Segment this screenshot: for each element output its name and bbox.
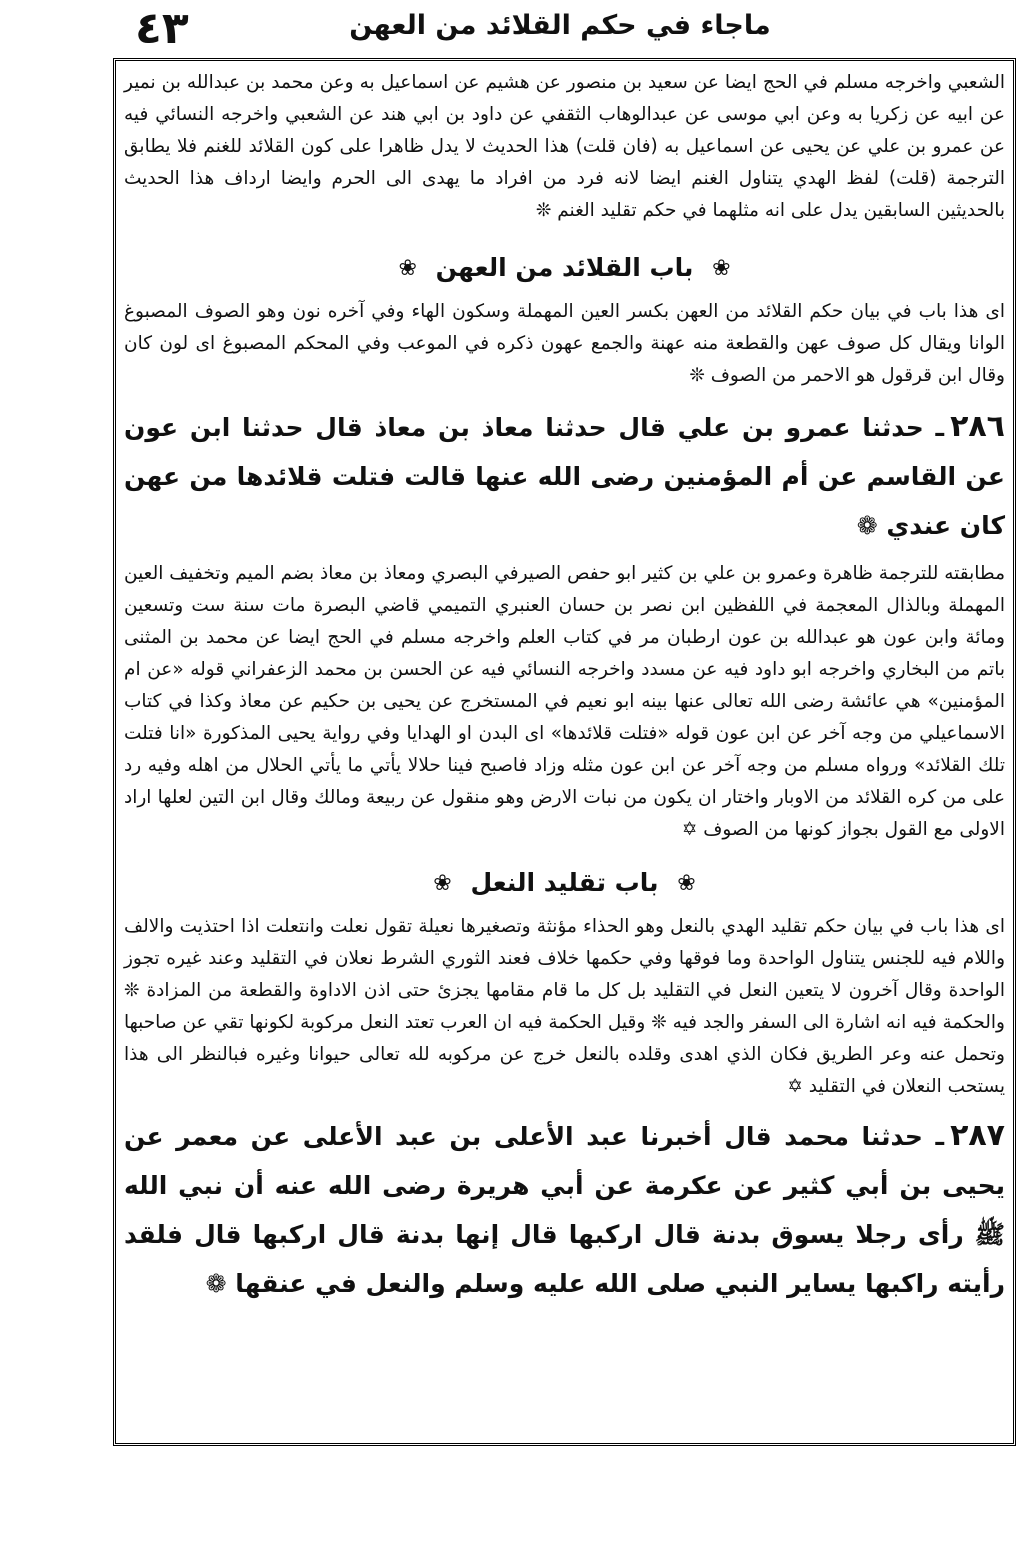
section-heading-text: باب القلائد من العهن bbox=[435, 253, 694, 282]
page-frame bbox=[113, 58, 1016, 1446]
hadith-block: ٢٨٧ـ حدثنا محمد قال أخبرنا عبد الأعلى بن عبد الأعلى عن معمر عن يحيى بن أبي كثير عن عكرمة عن أبي هريرة رضى الله عنه أن نبي الله ﷺ رأى رجلا يسوق بدنة قال اركبها قال إنها بدنة قال اركبها قال فلقد رأيته راكبها يساير النبي صلى الله عليه وسلم والنعل في عنقها ❁ bbox=[124, 1118, 1005, 1298]
intro-paragraph: الشعبي واخرجه مسلم في الحج ايضا عن سعيد بن منصور عن هشيم عن اسماعيل به وعن محمد بن عبدالله بن نمير عن ابيه عن زكريا به وعن ابي موسى عن عبدالوهاب الثقفي عن داود بن ابي هند عن الشعبي واخرجه النسائي فيه عن عمرو بن علي عن يحيى عن اسماعيل به (فان قلت) هذا الحديث لا يدل ظاهرا على كون القلائد للغنم فلا يطابق الترجمة (قلت) لفظ الهدي يتناول الغنم ايضا لانه فرد من افراد ما يهدى الى الحرم وايضا ارداف هذا الحديث بالحديثين السابقين يدل على انه مثلهما في حكم تقليد الغنم ❊ bbox=[124, 72, 1005, 221]
hadith-block: ٢٨٦ـ حدثنا عمرو بن علي قال حدثنا معاذ بن معاذ قال حدثنا ابن عون عن القاسم عن أم المؤمنين رضى الله عنها قالت فتلت قلائدها من عهن كان عندي ❁ bbox=[124, 409, 1005, 540]
hadith-text: حدثنا محمد قال أخبرنا عبد الأعلى بن عبد الأعلى عن معمر عن يحيى بن أبي كثير عن عكرمة عن أبي هريرة رضى الله عنه أن نبي الله ﷺ رأى رجلا يسوق بدنة قال اركبها قال إنها بدنة قال اركبها قال فلقد رأيته راكبها يساير النبي صلى الله عليه وسلم والنعل في عنقها ❁ bbox=[124, 1122, 1005, 1298]
hadith-number: ٢٨٧ bbox=[950, 1118, 1005, 1153]
running-title: ماجاء في حكم القلائد من العهن bbox=[349, 10, 771, 41]
hadith-text: حدثنا عمرو بن علي قال حدثنا معاذ بن معاذ قال حدثنا ابن عون عن القاسم عن أم المؤمنين رضى الله عنها قالت فتلت قلائدها من عهن كان عندي ❁ bbox=[124, 413, 1005, 540]
ornament-icon: ❀ bbox=[398, 256, 417, 281]
commentary-paragraph: مطابقته للترجمة ظاهرة وعمرو بن علي بن كثير ابو حفص الصيرفي البصري ومعاذ بن معاذ بضم الميم وتخفيف العين المهملة وبالذال المعجمة في اللفظين ابن نصر بن حسان العنبري التميمي قاضي البصرة مات سنة ست وتسعين ومائة وابن عون هو عبدالله بن عون ارطبان مر في كتاب العلم واخرجه مسلم في الحج ايضا عن محمد بن المثنى باتم من البخاري واخرجه ابو داود فيه عن مسدد واخرجه النسائي فيه عن الحسن بن محمد الزعفراني قوله «عن ام المؤمنين» هي عائشة رضى الله تعالى عنها بينه ابو نعيم في المستخرج عن يحيى بن حكيم عن معاذ وكذا في كتاب الاسماعيلي من وجه آخر عن ابن عون قوله «فتلت قلائدها» اى البدن او الهدايا وفي رواية يحيى المذكورة «انا فتلت تلك القلائد» ورواه مسلم من وجه آخر عن ابن عون مثله وزاد فاصبح فينا حلالا يأتي ما يأتي الحلال من اهله وفيه رد على من كره القلائد من الاوبار واختار ان يكون من نبات الارض وهو منقول عن ربيعة ومالك وقال ابن التين لعلها اراد الاولى مع القول بجواز كونها من الصوف ✡ bbox=[124, 563, 1005, 840]
section-explanation: اى هذا باب في بيان حكم تقليد الهدي بالنعل وهو الحذاء مؤنثة وتصغيرها نعيلة تقول نعلت وانتعلت اذا احتذيت والالف واللام فيه للجنس يتناول الواحدة وما فوقها وفي حكمها خلاف فعند الثوري الشرط نعلان في التقليد وعند غيره تجوز الواحدة وقال آخرون لا يتعين النعل في التقليد بل كل ما قام مقامها يجزئ حتى اذن الاداوة والقطعة من المزادة ❊ والحكمة فيه انه اشارة الى السفر والجد فيه ❊ وقيل الحكمة فيه ان العرب تعتد النعل مركوبة لكونها تقي عن صاحبها وتحمل عنه وعر الطريق فكان الذي اهدى وقلده بالنعل خرج عن مركوبه لله تعالى حيوانا وغيره فبالنظر الى هذا يستحب النعلان في التقليد ✡ bbox=[124, 916, 1005, 1097]
section-explanation: اى هذا باب في بيان حكم القلائد من العهن بكسر العين المهملة وسكون الهاء وفي آخره نون وهو الصوف المصبوغ الوانا ويقال كل صوف عهن والقطعة منه عهنة والجمع عهون ذكره في الموعب وفي المحكم المصبوغ اى لون كان وقال ابن قرقول هو الاحمر من الصوف ❊ bbox=[124, 301, 1005, 386]
ornament-icon: ❀ bbox=[712, 256, 731, 281]
ornament-icon: ❀ bbox=[433, 871, 452, 896]
hadith-number: ٢٨٦ bbox=[950, 409, 1005, 444]
page-content bbox=[124, 67, 1005, 1437]
page-number: ٤٣ bbox=[135, 3, 189, 54]
section-heading-text: باب تقليد النعل bbox=[470, 868, 659, 897]
page-header bbox=[0, 0, 1027, 60]
section-heading-qalaid bbox=[124, 245, 1005, 292]
ornament-icon: ❀ bbox=[677, 871, 696, 896]
section-heading-nal bbox=[124, 860, 1005, 907]
